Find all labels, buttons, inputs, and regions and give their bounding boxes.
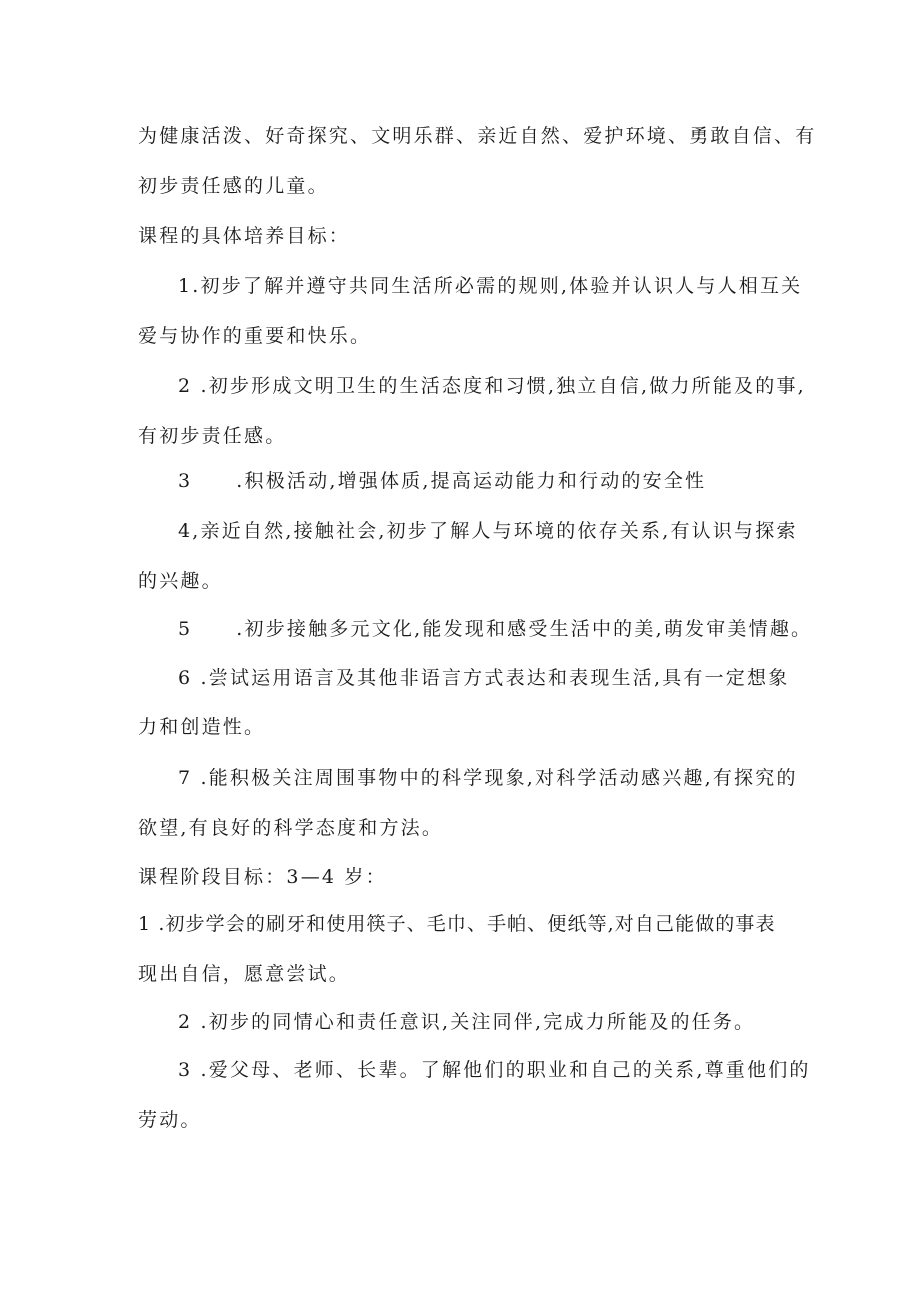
stage-item-3: 3 .爱父母、老师、长辈。了解他们的职业和自己的关系,尊重他们的 xyxy=(178,1059,811,1081)
goal-item-3 xyxy=(178,469,706,493)
paragraph-line: 劳动。 xyxy=(138,1109,202,1131)
goal-text: .积极活动,增强体质,提高运动能力和行动的安全性 xyxy=(236,470,707,492)
goal-item-6: 6 .尝试运用语言及其他非语言方式表达和表现生活,具有一定想象 xyxy=(178,667,790,689)
paragraph-line: 爱与协作的重要和快乐。 xyxy=(138,325,372,347)
goal-item-4: 4,亲近自然,接触社会,初步了解人与环境的依存关系,有认识与探索 xyxy=(178,520,798,542)
goal-number: 3 xyxy=(178,470,193,492)
goal-item-1: 1.初步了解并遵守共同生活所必需的规则,体验并认识人与人相互关 xyxy=(178,275,803,297)
stage-item-2: 2 .初步的同情心和责任意识,关注同伴,完成力所能及的任务。 xyxy=(178,1011,756,1033)
paragraph-line: 有初步责任感。 xyxy=(138,425,287,447)
paragraph-line: 现出自信，愿意尝试。 xyxy=(138,963,351,985)
goal-item-7: 7 .能积极关注周围事物中的科学现象,对科学活动感兴趣,有探究的 xyxy=(178,767,798,789)
goal-item-5 xyxy=(178,617,812,641)
section-heading: 课程的具体培养目标： xyxy=(138,225,351,247)
paragraph-line: 为健康活泼、好奇探究、文明乐群、亲近自然、爱护环境、勇敢自信、有 xyxy=(138,125,817,147)
goal-item-2: 2 .初步形成文明卫生的生活态度和习惯,独立自信,做力所能及的事, xyxy=(178,375,806,397)
section-heading: 课程阶段目标：3—4 岁： xyxy=(138,866,387,888)
paragraph-line: 的兴趣。 xyxy=(138,570,223,592)
paragraph-line: 欲望,有良好的科学态度和方法。 xyxy=(138,817,444,839)
paragraph-line: 初步责任感的儿童。 xyxy=(138,175,329,197)
paragraph-line: 力和创造性。 xyxy=(138,716,266,738)
goal-number: 5 xyxy=(178,618,193,640)
stage-item-1: 1 .初步学会的刷牙和使用筷子、毛巾、手帕、便纸等,对自己能做的事表 xyxy=(138,913,776,935)
goal-text: .初步接触多元文化,能发现和感受生活中的美,萌发审美情趣。 xyxy=(236,618,813,640)
